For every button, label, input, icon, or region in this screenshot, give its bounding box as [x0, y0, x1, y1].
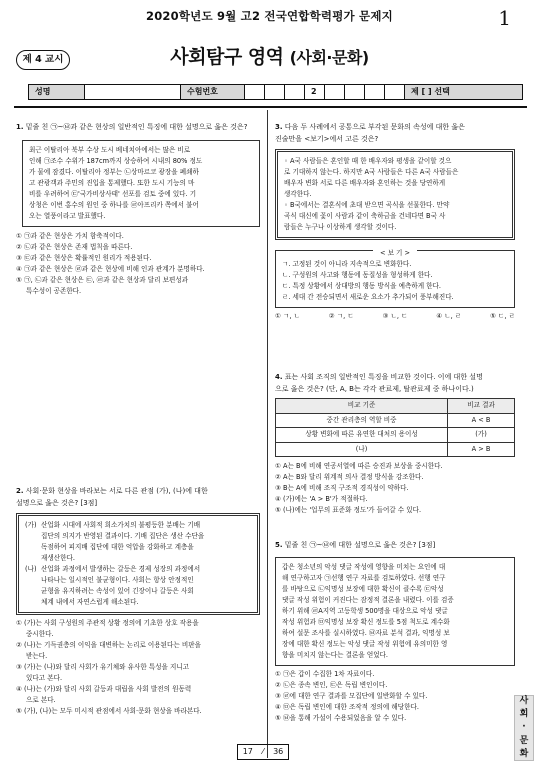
passage-line: 생각한다.: [284, 190, 312, 198]
exam-number-box[interactable]: [285, 85, 305, 99]
answer-option[interactable]: ② ㉡과 같은 현상은 존재 법칙을 따른다.: [16, 242, 133, 251]
answer-option[interactable]: ① A는 B에 비해 연공서열에 따른 승진과 보상을 중시한다.: [275, 462, 443, 470]
answer-option[interactable]: ④ (나)는 (가)와 달리 사회 갈등과 대립을 사회 발전의 원동력: [16, 685, 192, 693]
section-title-sub: (사회·문화): [289, 48, 369, 67]
selection-label: 제 [ ] 선택: [405, 85, 522, 99]
question-4: [275, 372, 515, 516]
question-5-options: [275, 669, 515, 724]
passage-line: 곡식 대신에 꽃이 사람과 같이 축하금을 건네다면 B국 사: [284, 212, 446, 220]
passage-item: (가) 산업화 시대에 사회적 희소가치의 불평등한 분배는 기배 집단의 의지가 반영된 결과이다. 기배 집단은 생산 수단을 독점하여 피지배 집단에 대한 억압을 강화하고 계층을 재생산한다.: [25, 521, 205, 562]
table-header-row: [276, 399, 515, 414]
table-cell: A > B: [448, 442, 515, 457]
exam-number-label: 수험번호: [181, 85, 245, 99]
section-title-main: 사회탐구 영역: [170, 46, 284, 68]
answer-option-cont: 있다고 본다.: [26, 674, 63, 682]
passage-line: 장에 대한 확신 정도는 악성 댓글 작성 위험에 유의미한 영: [282, 639, 448, 648]
answer-option[interactable]: ④ (가)에는 'A > B'가 적절하다.: [275, 495, 368, 503]
answer-option-cont: 으로 본다.: [26, 696, 56, 704]
table-header: 비교 기준: [276, 399, 448, 414]
question-5-stem: 5. 밑줄 친 ㉠~㉥에 대한 설명으로 옳은 것은? [3점]: [275, 541, 436, 549]
table-cell: (가): [448, 428, 515, 443]
name-label: 성명: [29, 85, 85, 99]
answer-option[interactable]: ⑤ (나)에는 '업무의 표준화 정도'가 들어갈 수 있다.: [275, 506, 422, 514]
total-pages: 36: [273, 747, 284, 757]
page-number: 1: [498, 6, 511, 30]
page-separator-icon: ⁄: [262, 747, 264, 757]
comparison-table: [275, 398, 515, 457]
passage-line: ◦ A국 사람들은 혼인할 때 한 배우자와 평생을 같이할 것으: [284, 157, 452, 165]
question-4-stem-cont: 으로 옳은 것은? (단, A, B는 각각 관료제, 탈관료제 중 하나이다.): [275, 384, 474, 393]
period-badge: 제 4 교시: [16, 50, 70, 70]
exam-title: 2020학년도 9월 고2 전국연합학력평가 문제지: [146, 9, 393, 23]
table-row: [276, 428, 515, 443]
question-1-passage: [22, 140, 260, 227]
exam-number-box[interactable]: [385, 85, 405, 99]
answer-option[interactable]: ② (나)는 기득권층의 이익을 대변하는 논리로 이용된다는 비판을: [16, 641, 201, 649]
question-1-options: [16, 231, 260, 297]
current-page: 17: [242, 747, 253, 757]
answer-option[interactable]: ④ ㉠과 같은 현상은 ㉣과 같은 현상에 비해 인과 관계가 분명하다.: [16, 264, 205, 273]
exam-number-box[interactable]: [245, 85, 265, 99]
answer-option-cont: 받는다.: [26, 652, 48, 660]
exam-number-box[interactable]: [365, 85, 385, 99]
answer-option[interactable]: ② A는 B와 달리 위계적 의사 결정 방식을 강조한다.: [275, 473, 424, 481]
passage-line: 를 바탕으로 ㉡익명성 보장에 대한 확신이 클수록 ㉢악성: [282, 584, 444, 593]
bogi-item: ㄱ. 고정된 것이 아니라 지속적으로 변화한다.: [282, 260, 412, 268]
passage-line: 가 물에 잠겼다. 이탈리아 정부는 ㉡상마르코 광장을 폐쇄하: [29, 167, 199, 176]
question-5-passage: [275, 557, 515, 666]
exam-number-box[interactable]: [265, 85, 285, 99]
answer-option[interactable]: ① ㉠은 갑이 수집한 1차 자료이다.: [275, 669, 375, 678]
bogi-title: < 보 기 >: [373, 248, 417, 259]
passage-line: 람들은 누구나 이상하게 생각할 것이다.: [284, 223, 397, 231]
answer-option[interactable]: ④ ㉤은 독립 변인에 대한 조작적 정의에 해당한다.: [275, 702, 419, 711]
passage-line: ◦ B국에서는 결혼식에 초대 받으면 곡식을 선물한다. 만약: [284, 201, 450, 209]
question-2-options: [16, 618, 260, 717]
table-header: 비교 결과: [448, 399, 515, 414]
question-4-options: [275, 461, 515, 516]
answer-option[interactable]: ⑤ (가), (나)는 모두 미시적 관점에서 사회·문화 현상을 바라본다.: [16, 707, 202, 715]
answer-option[interactable]: ③ ㄴ, ㄷ: [382, 312, 408, 320]
answer-option[interactable]: ⑤ ㉠, ㉡과 같은 현상은 ㉢, ㉣과 같은 현상과 달리 보편성과: [16, 275, 189, 284]
passage-line: 고 관광객과 주민의 진입을 통제했다. 또한 도시 기능의 마: [29, 178, 195, 187]
answer-option[interactable]: ④ ㄴ, ㄹ: [436, 312, 462, 320]
exam-number-box[interactable]: [345, 85, 365, 99]
question-3-stem-cont: 진술만을 <보기>에서 고른 것은?: [275, 134, 379, 143]
answer-option[interactable]: ② ㄱ, ㄷ: [328, 312, 354, 320]
passage-item: (나) 산업화 과정에서 발생하는 갈등은 경제 성장의 과정에서 나타나는 일시적인 불균형이다. 사회는 항상 안정적인 균형을 유지하려는 속성이 있어 긴장이나 갈등은 사회 체계 내에서 자연스럽게 해소된다.: [25, 565, 201, 606]
passage-line: 갑은 청소년의 악성 댓글 작성에 영향을 미치는 요인에 대: [282, 562, 446, 571]
table-cell: A < B: [448, 413, 515, 428]
answer-option[interactable]: ② ㉡은 종속 변인, ㉢은 독립 변인이다.: [275, 680, 388, 689]
passage-line: 비를 우려하여 ㉢'국가비상사태' 선포를 검토 중에 있다. 기: [29, 189, 197, 198]
bogi-item: ㄹ. 세대 간 전승되면서 새로운 요소가 추가되어 풍부해진다.: [282, 293, 454, 301]
column-divider: [267, 110, 268, 758]
passage-line: 상청은 이번 홍수의 원인 중 하나를 ㉣아프리카 쪽에서 불어: [29, 200, 199, 209]
answer-option[interactable]: ⑤ ㄷ, ㄹ: [490, 312, 515, 320]
table-cell: (나): [276, 442, 448, 457]
question-3-options: [275, 311, 515, 322]
exam-number-box: 2: [305, 85, 325, 99]
exam-number-box[interactable]: [325, 85, 345, 99]
question-3: [275, 122, 515, 322]
question-1-stem: 1. 밑줄 친 ㉠~㉥과 같은 현상의 일반적인 특징에 대한 설명으로 옳은 것은?: [16, 123, 248, 131]
passage-line: 댓글 작성 위험이 커진다는 잠정적 결론을 내렸다. 이를 검증: [282, 595, 454, 604]
answer-option[interactable]: ③ B는 A에 비해 조직 구조적 경직성이 약하다.: [275, 484, 409, 492]
name-field[interactable]: [85, 85, 181, 99]
answer-option[interactable]: ① (가)는 사회 구성원의 주관적 상황 정의에 기초한 상호 작용을: [16, 619, 199, 627]
passage-line: 해 연구하고자 ㉠선행 연구 자료를 검토하였다. 선행 연구: [282, 573, 446, 582]
answer-option-cont: 중시한다.: [26, 630, 54, 638]
question-5: [275, 540, 515, 724]
question-2-passage: [16, 513, 260, 615]
passage-line: 작성 위험과 ㉤익명성 보장 확신 정도를 5점 척도로 계수화: [282, 617, 450, 626]
header-rule: [14, 106, 527, 108]
answer-option[interactable]: ③ ㉢과 같은 현상은 확률적인 원리가 적용된다.: [16, 253, 152, 262]
table-row: [276, 413, 515, 428]
table-cell: 중간 관리층의 역할 비중: [276, 413, 448, 428]
question-2-stem-cont: 설명으로 옳은 것은? [3점]: [16, 498, 98, 507]
passage-line: 오는 열풍이라고 발표했다.: [29, 211, 106, 220]
answer-option-cont: 특수성이 공존한다.: [26, 286, 82, 295]
passage-line: 향을 미치지 않는다는 결론을 얻었다.: [282, 650, 389, 659]
answer-option[interactable]: ⑤ ㉥을 통해 가설이 수용되었음을 알 수 있다.: [275, 713, 407, 722]
passage-line: 인해 ㉠조수 수위가 187cm까지 상승하여 시내의 80% 정도: [29, 156, 203, 165]
answer-option[interactable]: ① ㉠과 같은 현상은 가치 함축적이다.: [16, 231, 124, 240]
bogi-item: ㄷ. 특정 상황에서 상대방의 행동 방식을 예측하게 한다.: [282, 282, 441, 290]
answer-option[interactable]: ③ ㉣에 대한 연구 결과를 모집단에 일반화할 수 있다.: [275, 691, 428, 700]
passage-line: 최근 이탈리아 북부 수상 도시 베네치아에서는 많은 비로: [29, 145, 191, 154]
question-2-stem: 2. 사회·문화 현상을 바라보는 서로 다른 관점 (가), (나)에 대한: [16, 487, 208, 495]
section-title: [0, 44, 539, 72]
answer-option[interactable]: ③ (가)는 (나)와 달리 사회가 유기체와 유사한 특성을 지니고: [16, 663, 190, 671]
question-1: [16, 122, 260, 297]
question-3-stem: 3. 다음 두 사례에서 공통으로 부각된 문화의 속성에 대한 옳은: [275, 123, 465, 131]
answer-option[interactable]: ① ㄱ, ㄴ: [275, 312, 300, 320]
bogi-box: [275, 250, 515, 308]
table-cell: 상황 변화에 따른 유연한 대처의 용이성: [276, 428, 448, 443]
question-2: [16, 486, 260, 717]
passage-line: 로 기대하지 않는다. 하지만 A국 사람들은 다른 A국 사람들은: [284, 168, 459, 176]
subject-side-tab: 사 회 · 문 화: [514, 695, 534, 761]
table-row: [276, 442, 515, 457]
passage-line: 하기 위해 ㉣A지역 고등학생 500명을 대상으로 악성 댓글: [282, 606, 448, 615]
passage-line: 배우자 변화 서로 다른 배우자와 혼인하는 것을 당연하게: [284, 179, 446, 187]
page-counter: [237, 744, 289, 760]
question-3-passage: [275, 149, 515, 240]
info-bar: [28, 84, 523, 100]
bogi-item: ㄴ. 구성원의 사고와 행동에 동질성을 형성하게 한다.: [282, 271, 433, 279]
passage-line: 하여 설문 조사를 실시하였다. ㉥자료 분석 결과, 익명성 보: [282, 628, 450, 637]
question-4-stem: 4. 표는 사회 조직의 일반적인 특징을 비교한 것이다. 이에 대한 설명: [275, 373, 483, 381]
